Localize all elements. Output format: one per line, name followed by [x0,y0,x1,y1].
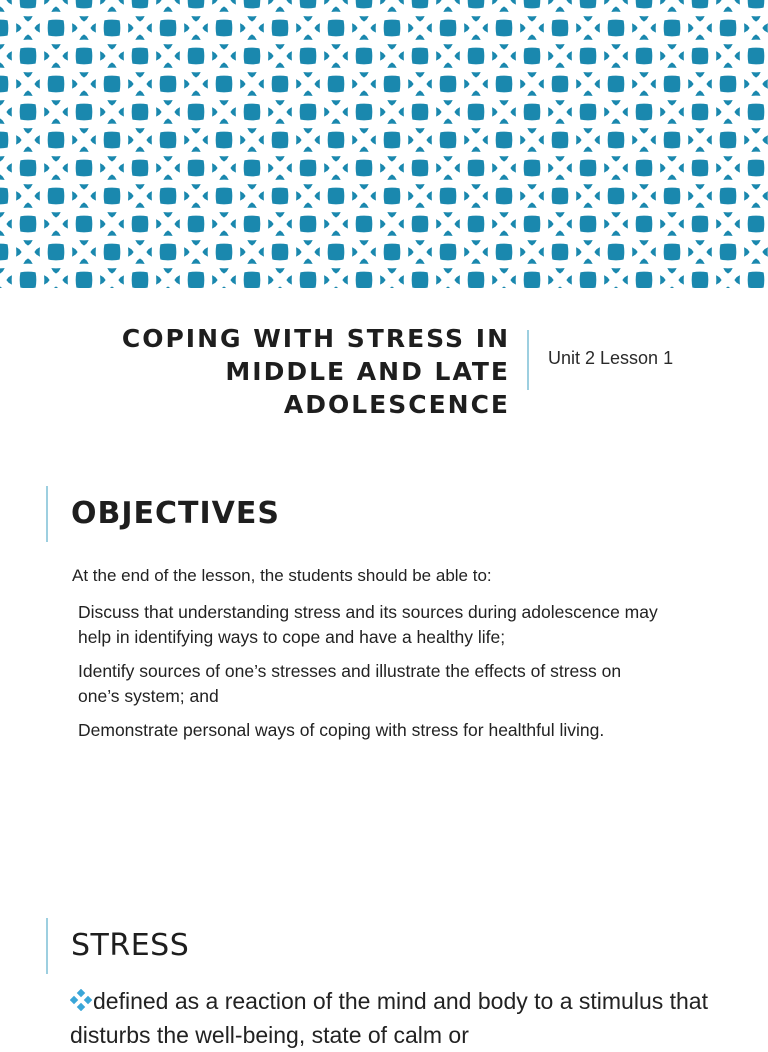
diamond-bullet-icon [70,989,92,1011]
stress-accent-bar [46,918,48,974]
objectives-list [78,600,658,753]
objective-item: Discuss that understanding stress and its sources during adolescence may help in identifying ways to cope and have a healthy life; [78,602,658,647]
title-divider [527,330,529,390]
title-slide [0,288,768,438]
objectives-accent-bar [46,486,48,542]
objectives-intro: At the end of the lesson, the students should be able to: [72,566,492,585]
objective-item: Demonstrate personal ways of coping with stress for healthful living. [78,720,605,740]
stress-heading: STRESS [71,928,190,963]
header-pattern-banner [0,0,768,288]
stress-definition [70,984,768,1052]
interlocking-circles-pattern [0,0,768,288]
objective-item: Identify sources of one’s stresses and illustrate the effects of stress on one’s system; and [78,661,622,706]
slide-subtitle: Unit 2 Lesson 1 [548,348,674,368]
slide-title: COPING WITH STRESS IN MIDDLE AND LATE ADOLESCENCE [121,324,510,419]
objectives-heading: OBJECTIVES [71,496,280,531]
stress-definition-text: defined as a reaction of the mind and body to a stimulus that disturbs the well-being, state of calm or [70,988,708,1048]
